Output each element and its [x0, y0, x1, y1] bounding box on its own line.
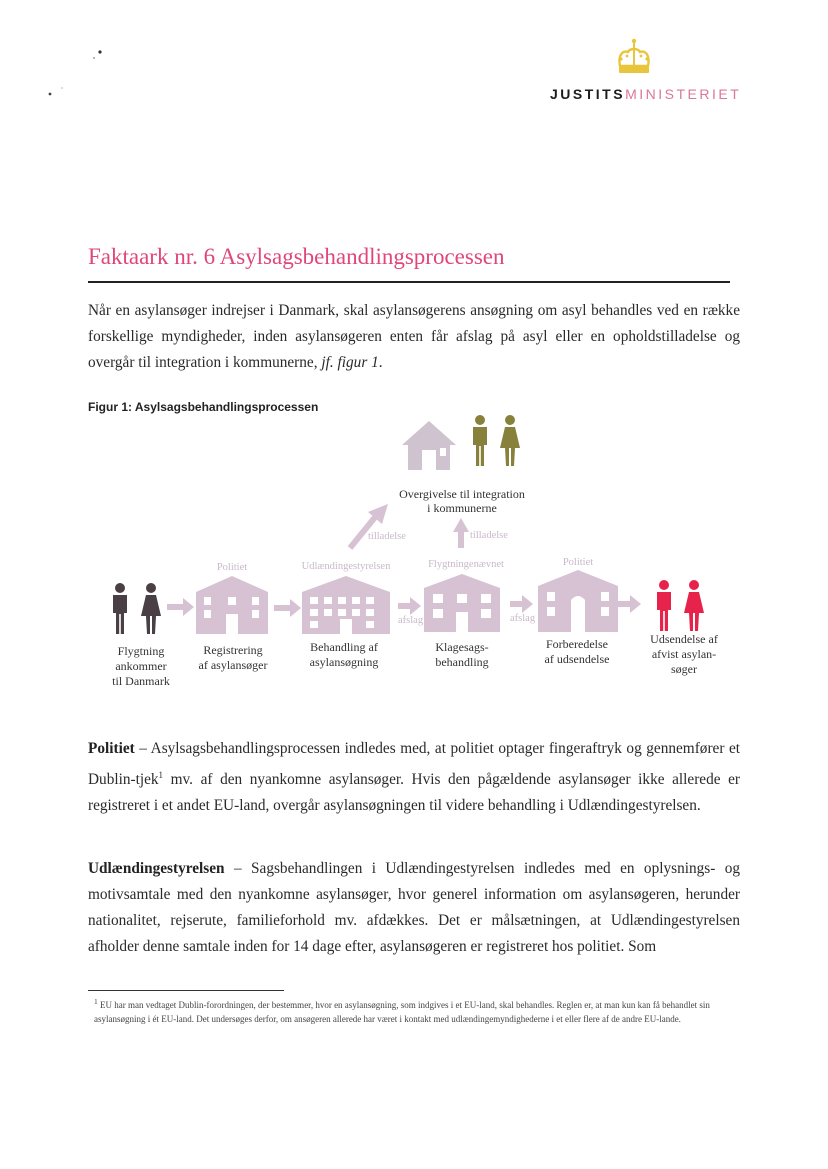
- step-5-line2: af udsendelse: [544, 652, 610, 666]
- authority-label-flygtningenaevnet: Flygtningenævnet: [428, 559, 504, 570]
- authority-label-politiet-1: Politiet: [216, 562, 248, 573]
- page-title: Faktaark nr. 6 Asylsagsbehandlingsprocessen: [88, 244, 505, 269]
- tilladelse-label-1: tilladelse: [368, 531, 406, 542]
- top-node-line1: Overgivelse til integration: [399, 487, 525, 501]
- arrow-2-icon: [274, 599, 301, 617]
- step-2-line1: Registrering: [203, 643, 263, 657]
- step-6-line2: afvist asylan-: [651, 647, 717, 661]
- step-3-line1: Behandling af: [310, 640, 378, 654]
- tilladelse-label-2: tilladelse: [470, 530, 508, 541]
- section-politiet-heading: Politiet: [88, 740, 135, 757]
- house-icon: [402, 421, 456, 470]
- footnote-rule: [88, 990, 284, 991]
- intro-text: Når en asylansøger indrejser i Danmark, skal asylansøgerens ansøgning om asyl behandles ved en række forskellige myndigheder, inden asylansøgeren enten får afslag på asyl eller en opholdstilladelse og overgår til integration i kommunerne,: [88, 302, 740, 371]
- afslag-label-2: afslag: [510, 613, 536, 624]
- arrow-5-icon: [618, 595, 641, 613]
- authority-label-udlaendingestyrelsen: Udlændingestyrelsen: [301, 561, 391, 572]
- step-6-line3: søger: [671, 662, 697, 676]
- step-2-line2: af asylansøger: [198, 658, 268, 672]
- step-4-line2: behandling: [435, 655, 489, 669]
- authority-label-politiet-2: Politiet: [562, 557, 594, 568]
- building-politiet-2-icon: [538, 570, 618, 632]
- section-politiet-text2: mv. af den nyankomne asylansøger. Hvis den pågældende asylansøger ikke allerede er registreret i et andet EU-land, overgår asylansøgningen til videre behandling i Udlændingestyrelsen.: [88, 771, 740, 815]
- step-6-line1: Udsendelse af: [650, 632, 718, 646]
- up-arrow-icon: [453, 518, 469, 548]
- footnote-text: EU har man vedtaget Dublin-forordningen, der bestemmer, hvor en asylansøgning, som indgives i et EU-land, skal behandles. Reglen er, at man kun kan få behandlet sin asylansøgning i ét EU-land. Det undersøges derfor, om ansøgeren allerede har været i kontakt med udlændingemyndighederne i et eller flere af de andre EU-lande.: [94, 1000, 710, 1024]
- deported-red-icon: [657, 580, 704, 631]
- section-udlaendingestyrelsen-sep: –: [224, 860, 252, 877]
- footnote: [94, 995, 744, 1026]
- section-politiet-sep: –: [134, 740, 151, 757]
- family-olive-icon: [473, 415, 520, 466]
- intro-figure-ref: jf. figur 1: [321, 354, 379, 371]
- logo-bold: JUSTITS: [550, 86, 626, 102]
- section-politiet: [88, 736, 740, 819]
- section-udlaendingestyrelsen-heading: Udlændingestyrelsen: [88, 860, 225, 877]
- refugees-dark-icon: [113, 583, 161, 634]
- footnote-number: 1: [94, 997, 98, 1006]
- step-1-line3: til Danmark: [112, 674, 170, 688]
- arrow-1-icon: [167, 598, 194, 616]
- top-node-line2: i kommunerne: [427, 501, 497, 515]
- section-politiet-text: Asylsagsbehandlingsprocessen indledes med, at politiet optager fingeraftryk og gennemfører et Dublin-tjek: [88, 740, 741, 789]
- arrow-3-icon: [398, 597, 421, 615]
- step-4-line1: Klagesags-: [435, 640, 489, 654]
- step-3-line2: asylansøgning: [309, 655, 379, 669]
- footnote-ref: 1: [158, 770, 164, 780]
- building-udlaendingestyrelsen-icon: [302, 576, 390, 634]
- afslag-label-1: afslag: [398, 615, 424, 626]
- logo-light: MINISTERIET: [625, 86, 742, 102]
- intro-end: .: [378, 354, 383, 371]
- step-5-line1: Forberedelse: [546, 637, 608, 651]
- arrow-4-icon: [510, 595, 533, 613]
- step-1-line2: ankommer: [115, 659, 167, 673]
- figure-caption: Figur 1: Asylsagsbehandlingsprocessen: [88, 400, 319, 414]
- section-udlaendingestyrelsen-text: Sagsbehandlingen i Udlændingestyrelsen indledes med en oplysnings- og motivsamtale med den nyankomne asylansøger, hvor generel information om asylansøgeren, herunder nationalitet, rejserute, familieforhold mv. afdækkes. Det er målsætningen, at Udlændingestyrelsen afholder denne samtale inden for 14 dage efter, asylansøgeren er registreret hos politiet. Som: [88, 860, 741, 955]
- building-politiet-1-icon: [196, 576, 268, 634]
- step-1-line1: Flygtning: [117, 644, 165, 658]
- section-udlaendingestyrelsen: [88, 856, 740, 960]
- building-flygtningenaevnet-icon: [424, 574, 500, 632]
